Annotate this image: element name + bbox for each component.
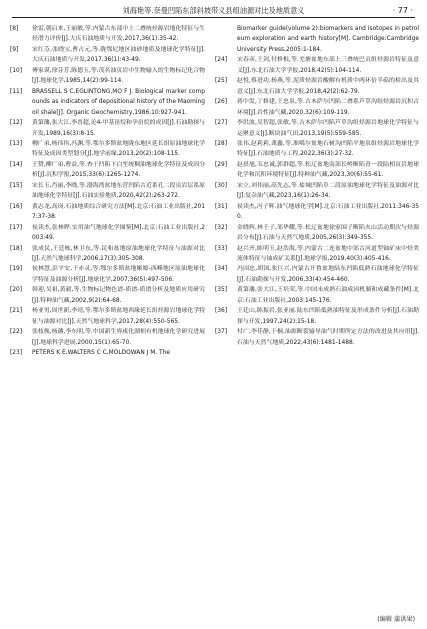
reference-text: 宋长玉,肖丽,李晓,等.渤海湾盆地东营凹陷古近系孔二段页岩层系原油地球化学特征[J].石油实验地质,2020,42(2):263-272. [32,182,205,200]
reference-number: [24] [215,57,228,64]
reference-text: 张伟,赵莉莉,龚鑫,等.准噶尔盆地石树沟凹陷平地泉组烃源岩地球化学特征[J].石油地质与工程,2022,36(3):27-32. [237,140,419,158]
reference-number: [27] [215,120,228,127]
reference-number: [20] [10,287,23,294]
reference-text: 黄第藩,张大江,王培荣,等.中国未成熟石油成因机制和成藏条件[M].北京:石油工业出版社,2003:145-176. [237,287,419,304]
reference-number: [31] [215,203,228,210]
reference-item [10,244,205,265]
reference-text: 王廷山,陈振岩,张亚丽.陆东凹陷低熟油特征及形成条件分析[J].石油勘探与开发,1997,24(2):15-18. [237,308,419,325]
reference-text: PETERS K E,WALTERS C C,MOLDOWAN J M. The [32,350,171,357]
reference-number: [23] [10,350,23,357]
running-title: 刘海艳等.奈曼凹陷东部斜坡带义县组油源对比及地质意义 [122,6,305,15]
reference-number: [16] [10,203,23,210]
reference-text: 徐雷,朝启来,王丽敏,等.内蒙古东部中上二叠统烃源岩地化特征与生烃潜力评价[J].大庆石油地质与开发,2017,36(1):35-42. [32,26,205,43]
reference-number: [12] [10,120,23,127]
reference-text: 黄志龙,高岗.石油地质综合研究方法[M].北京:石油工业出版社,2017:37-38. [32,203,205,221]
reference-number: [17] [10,224,23,231]
reference-text: 宋春彦,王剑,付修根,等.羌塘盆地东部上三叠统巴贡组烃源岩特征及意义[J].东北石油大学学报,2018,42(5):104-114. [237,57,419,74]
reference-number: [14] [10,161,23,168]
reference-text: 张成民,王廷栋,林卫东,等.民和盆地原油地球化学特征与油源对比[J].天然气地球科学,2006,17(3):305-308. [32,245,205,262]
reference-number: [30] [215,182,228,189]
reference-number: [15] [10,182,23,189]
reference-item [215,202,419,223]
reference-number: [18] [10,245,23,252]
reference-text: 金晓辉,林壬子,邹华耀,等.松辽盆地徐家围子断陷火山活动期次与烃源岩分布[J].石油与天然气地质,2005,26(3):349-355. [237,224,419,242]
reference-number: [22] [10,329,23,336]
reference-text: 黄第藩,张大江,李晋超,论4-甲基甾烷和孕甾烷的成因[J].石油勘探与开发,1989,16(3):8-15. [32,120,205,137]
reference-text: 柳广弟,杨伟伟,冯渊,等.鄂尔多斯盆地陇东地区延长组原油地球化学特征及成因类型划分[J].地学前缘,2013,20(2):108-115. [32,140,205,158]
reference-item [10,181,205,202]
reference-number: [33] [215,245,228,252]
reference-number: [32] [215,224,228,231]
reference-item [215,327,419,348]
reference-number: [19] [10,266,23,273]
reference-item [10,306,205,327]
reference-text: 侯林慧,彭平安,于赤灵,等.鄂尔多斯盆地姬塬-西峰地区原油地球化学特征及油源分析[J].地球化学,2007,36(5):497-506. [32,266,205,283]
reference-number: [36] [215,308,228,315]
reference-number: [9] [10,46,19,53]
reference-number: [28] [215,140,228,147]
reference-item [215,285,419,306]
reference-text: 侯读杰,张林晔.实用油气地球化学图鉴[M].北京:石油工业出版社,2003:49. [32,224,205,242]
page-number: · 77 · [392,6,413,15]
reference-item [215,118,419,139]
reference-number: [37] [215,329,228,336]
reference-item [215,76,419,97]
reference-number: [21] [10,308,23,315]
reference-number: [11] [10,88,23,95]
reference-item [10,327,205,348]
reference-text: 冯国忠,胡国,张巨兴.内蒙古开鲁盆地陆东凹陷低熟石油地球化学特征[J].石油勘探与开发,2006,33(4):454-460. [237,266,419,283]
reference-item [215,244,419,265]
reference-item [10,160,205,181]
reference-item [10,264,205,285]
reference-item [10,87,205,118]
reference-item [215,306,419,327]
reference-text: 侯读杰,冯子辉.油气地球化学[M].北京:石油工业出版社,2011:346-350. [237,203,419,221]
reference-item [10,24,205,45]
references-right-column [215,24,419,348]
reference-item [215,97,419,118]
reference-text: 赵悦,蔡进功,杨燕,等.泥质烃源岩酸解有机质中两环倍半萜的检出及其意义[J].东北石油大学学报,2018,42(2):62-79. [237,78,419,95]
reference-item [10,66,205,87]
reference-item [10,348,205,358]
reference-text: 李洪波,吴智超,张敏,等.吉木萨尔凹陷芦草沟组烃源岩地球化学特征与运聚意义[J].断块油气田,2013,19(5):559-585. [237,120,419,137]
reference-number: [25] [215,78,228,85]
reference-text: 赵晨旭,韦忠诚,郭群超,等.松辽盆地南部长岭断陷青一段陆相页岩地球化学和沉积环境特征[J].特种油气藏,2023,30(6):55-61. [237,161,419,179]
reference-text: 蒋中发,丁修建,王忠泉,等.吉木萨尔凹陷二叠系芦草沟组烃源岩沉积古环境[J].岩性油气藏,2020,32(6):109-119. [237,99,419,116]
reference-text: Biomarker guide(volume 2):biomarkers and isotopes in petroleum exploration and earth history[M]. Cambridge:Cambridge University Press,2005:1-184. [237,26,419,53]
header-rule [12,17,415,18]
running-header [12,4,415,18]
reference-text: 韩迎,吴祖,黄毅,等.生物标记物色谱-质谱-质谱分析及地质应用研究[J].特种油气藏,2002,9(2):64-68. [32,287,205,304]
reference-number: [26] [215,99,228,106]
reference-text: 赵兴齐,陈明玉,赵浩海,等.内蒙古二连盆地中部古河道型铀矿床中烃类流体特征与铀成矿关系[J].地球学报,2019,40(3):405-416. [237,245,419,262]
reference-text: BRASSELL S C,EGLINTONG,MO F J. Biological marker compounds as indicators of depositional history of the Maoming oil shale[J]. Organic Geochemistry,1986,10:927-941. [32,88,205,116]
reference-item [10,118,205,139]
reference-item [215,223,419,244]
reference-item [10,139,205,160]
reference-item [215,181,419,202]
reference-item [10,45,205,66]
reference-item [10,285,205,306]
reference-number: [8] [10,26,19,32]
reference-text: 杨亚男,周世新,李靖,等.鄂尔多斯盆地西缘延长组烃源岩地球化学特征与油源对比[J].天然气地球科学,2017,28(4):550-565. [32,308,205,325]
reference-number: [10] [10,67,23,74]
reference-item [215,264,419,285]
reference-number: [29] [215,161,228,168]
reference-item [10,223,205,244]
reference-text: 王赞,柳广弟,曹益,等.查干凹陷下白垩统稠油地球化学特征及成因分析[J].沉积学报,2015,33(6):1265-1274. [32,161,205,179]
references-left-column [10,24,205,359]
editor-note: (编辑 蒲洪果) [377,616,415,623]
reference-number: [13] [10,140,23,147]
reference-item [10,202,205,223]
reference-item [215,139,419,160]
reference-text: 张枝焕,杨藩,李东明,等.中国新生界咸化湖相有机地球化学研究进展[J].地球科学进展,2000,15(1):65-70. [32,329,205,346]
reference-text: 宋红芬,张晓宝,曹占元,等.陇鄂尼地区油砂地质及地球化学特征[J].大庆石油地质与开发,2017,36(1):43-49. [32,46,205,64]
reference-item [215,55,419,76]
reference-number: [34] [215,266,228,273]
reference-text: 付广,李佳静,于桐.油源断裂输导油气时期所定方法的改进及其应用[J].石油与天然气地质,2022,43(6):1481-1488. [237,329,419,346]
reference-text: 宋立,刘伟丽,高先志,等.盐城凹陷阜二段原油地球化学特征及油源对比[J].复杂油气藏,2023,16(1):26-34. [237,182,419,200]
reference-number: [35] [215,287,228,294]
reference-item [215,160,419,181]
reference-item [215,24,419,55]
reference-text: 傅家谟,徐芬芳,陈德玉,等.茂名油页岩中生物输入的生物标记化合物[J].地球化学,1985,14(2):99-114. [32,67,205,85]
